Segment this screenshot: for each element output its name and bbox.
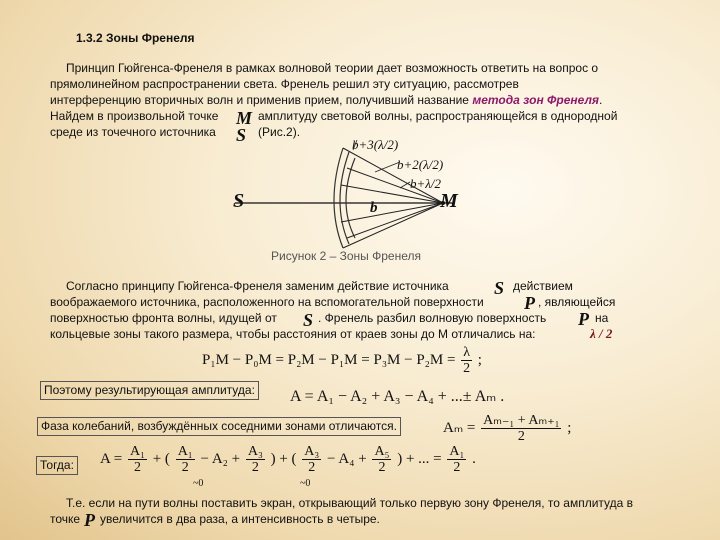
symbol-p-3: P [84,510,95,530]
f4-t5n: A₅ [374,444,390,459]
f4-end: . [472,450,476,467]
para1-line5a: среде из точечного источника [50,125,216,139]
formula-path-difference [202,345,482,376]
fresnel-zone-method-term: метода зон Френеля [472,93,599,107]
then-label: Тогда: [36,456,78,475]
f4-frac6 [447,444,466,475]
formula3-tail: ; [567,419,572,436]
symbol-m: M [236,108,253,128]
f4-frac3 [246,444,265,475]
formula1-tail: ; [477,351,482,368]
formula1-den: 2 [463,361,471,376]
ray-zone1-bottom [341,203,443,222]
f4-a: A = [100,450,126,467]
formula-zone-amplitude [443,413,571,444]
formula3-lhs: Aₘ = [443,419,480,436]
conclusion-line2b: увеличится в два раза, а интенсивность в четыре. [100,512,380,526]
para2-line3c: на [595,311,609,325]
f4-t5d: 2 [378,460,386,475]
f4-p2: ) + ( [270,450,297,467]
phase-label: Фаза колебаний, возбуждённых соседними зонами отличаются. [37,417,401,436]
f4-frac5 [372,444,391,475]
approx-zero-1: ~0 [193,478,204,489]
leader-zone1 [400,182,410,188]
formula1-fraction [461,345,472,376]
figure-label-m: M [440,190,458,212]
formula3-num: Aₘ₋₁ + Aₘ₊₁ [483,413,560,428]
para2-line3a: поверхностью фронта волны, идущей от [50,311,277,325]
para2-line1a: Согласно принципу Гюйгенса-Френеля заменим действие источника [66,279,449,293]
f4-t3d: 2 [251,460,259,475]
f4-t2n: A₁ [177,444,193,459]
f4-frac4 [302,444,321,475]
para2-line2a: воображаемого источника, расположенного на вспомогательной поверхности [50,295,484,309]
para2-line1b: действием [513,279,573,293]
para1-line3-text: интерференцию вторичных волн и применив прием, получивший название [50,93,469,107]
result-label: Поэтому результирующая амплитуда: [40,381,259,400]
figure-label-b: b [370,200,378,216]
symbol-p: P [524,293,535,313]
para1-line1: Принцип Гюйгенса-Френеля в рамках волновой теории дает возможность ответить на вопрос о [66,61,599,75]
figure-label-s: S [233,190,245,212]
para2-line3b: . Френель разбил волновую поверхность [318,311,547,325]
f4-frac1 [128,444,147,475]
zone1-label: b+λ/2 [410,176,442,191]
para2-line4: кольцевые зоны такого размера, чтобы расстояния от краев зоны до М отличались на: [50,327,536,341]
para2-line2b: , являющейся [538,295,616,309]
f4-p3: ) + ... = [397,450,446,467]
formula-resultant-amplitude: A = A₁ − A₂ + A₃ − A₄ + ...± Aₘ . [290,388,505,405]
section-title: 1.3.2 Зоны Френеля [76,31,195,45]
ray-zone3-bottom [343,203,443,248]
f4-t6n: A₁ [449,444,465,459]
f4-m1: − A₂ + [200,450,244,467]
symbol-s-3: S [303,310,314,330]
para1-line5b: (Рис.2). [258,125,301,139]
conclusion-line2a: точке [50,512,81,526]
zone3-label: b+3(λ/2) [352,137,399,152]
f4-t2d: 2 [181,460,189,475]
formula1-lhs: P₁M − P₀M = P₂M − P₁M = P₃M − P₂M = [202,351,460,368]
formula3-den: 2 [517,429,525,444]
conclusion-line1: Т.е. если на пути волны поставить экран, открывающий только первую зону Френеля, то амплитуда в [66,496,634,510]
formula-sum [100,444,476,475]
figure-caption: Рисунок 2 – Зоны Френеля [271,249,421,263]
f4-m2: − A₄ + [327,450,371,467]
symbol-s-2: S [494,278,505,298]
f4-t1n: A₁ [129,444,145,459]
lambda-half-symbol: λ / 2 [590,326,613,341]
approx-zero-2: ~0 [300,478,311,489]
formula3-fraction [481,413,561,444]
symbol-p-2: P [578,309,589,329]
formula1-num: λ [463,345,471,360]
wavefront-arc-outer [334,148,343,248]
ray-zone2-bottom [347,203,443,238]
symbol-s: S [236,125,247,145]
f4-p1: + ( [152,450,170,467]
para1-line3-dot: . [599,93,603,107]
f4-t4n: A₃ [304,444,320,459]
f4-frac2 [176,444,195,475]
para1-line4a: Найдем в произвольной точке [50,109,219,123]
para1-line2: прямолинейном распространении света. Френель решил эту ситуацию, рассмотрев [50,77,519,91]
wavefront-arc-middle [340,152,349,244]
f4-t1d: 2 [133,460,141,475]
f4-t6d: 2 [453,460,461,475]
f4-t3n: A₃ [247,444,263,459]
para1-line3 [50,93,602,108]
f4-t4d: 2 [308,460,316,475]
para1-line4b: амплитуду световой волны, распространяющейся в однородной [258,109,618,123]
zone2-label: b+2(λ/2) [397,157,444,172]
